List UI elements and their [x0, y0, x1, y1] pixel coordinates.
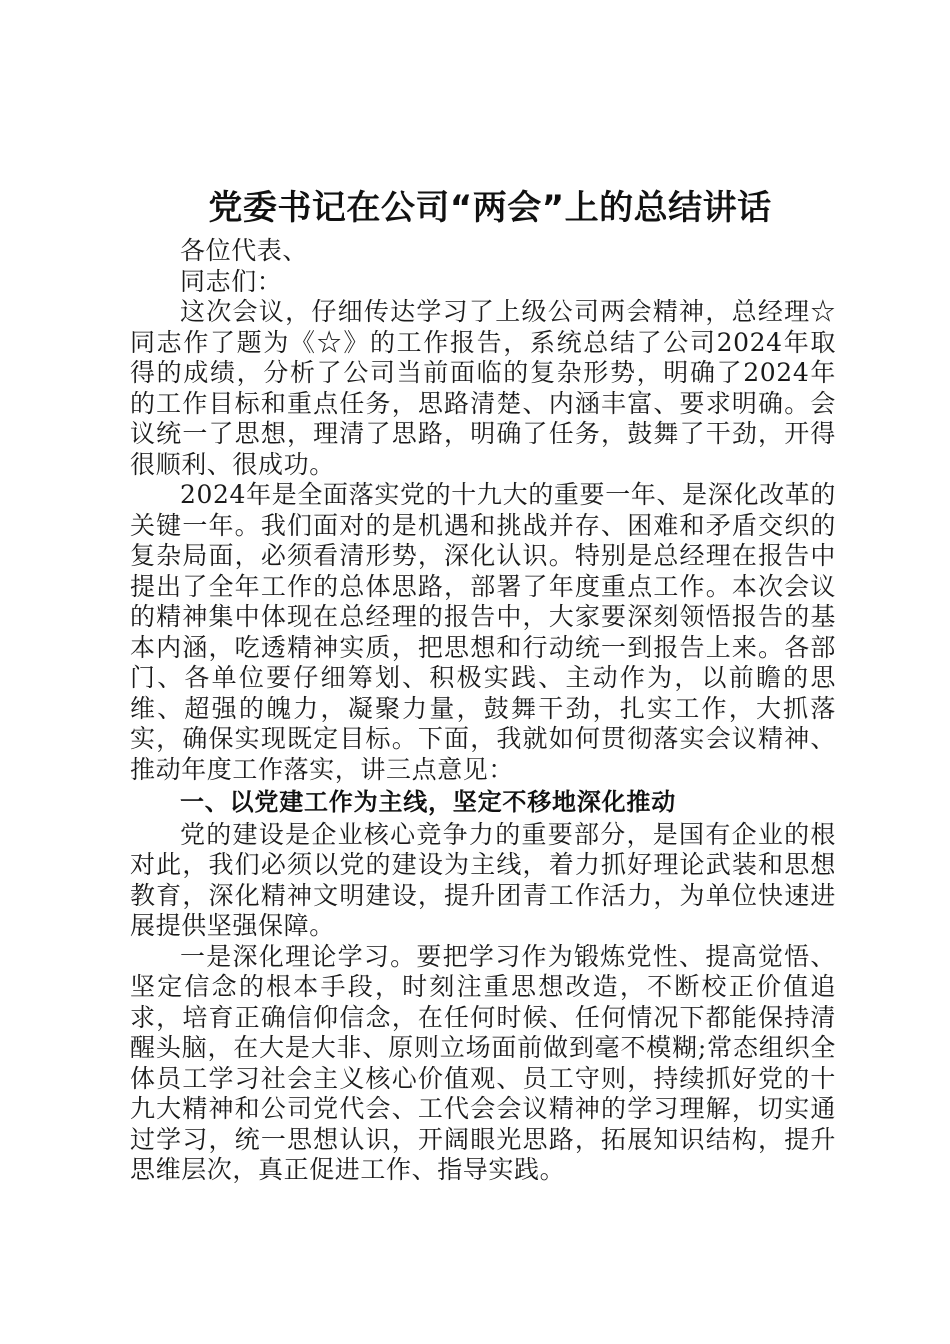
body-paragraph: 一是深化理论学习。要把学习作为锻炼党性、提高觉悟、坚定信念的根本手段，时刻注重思想改造，不断校正价值追求，培育正确信仰信念，在任何时候、任何情况下都能保持清醒头脑，在大是大非、原则立场面前做到毫不模糊;常态组织全体员工学习社会主义核心价值观、员工守则，持续抓好党的十九大精神和公司党代会、工代会会议精神的学习理解，切实通过学习，统一思想认识，开阔眼光思路，拓展知识结构，提升思维层次，真正促进工作、指导实践。 [130, 941, 836, 1184]
salutation-line: 各位代表、 [180, 236, 309, 265]
body-paragraph: 党的建设是企业核心竞争力的重要部分，是国有企业的根对此，我们必须以党的建设为主线，着力抓好理论武装和思想教育，深化精神文明建设，提升团青工作活力，为单位快速进展提供坚强保障。 [130, 819, 836, 940]
section-heading: 一、以党建工作为主线，坚定不移地深化推动 [180, 788, 676, 816]
body-paragraph: 2024年是全面落实党的十九大的重要一年、是深化改革的关键一年。我们面对的是机遇和挑战并存、困难和矛盾交织的复杂局面，必须看清形势，深化认识。特别是总经理在报告中提出了全年工作的总体思路，部署了年度重点工作。本次会议的精神集中体现在总经理的报告中，大家要深刻领悟报告的基本内涵，吃透精神实质，把思想和行动统一到报告上来。各部门、各单位要仔细筹划、积极实践、主动作为，以前瞻的思维、超强的魄力，凝聚力量，鼓舞干劲，扎实工作，大抓落实，确保实现既定目标。下面，我就如何贯彻落实会议精神、推动年度工作落实，讲三点意见： [130, 480, 836, 784]
salutation-line: 同志们： [180, 266, 283, 296]
document-body [130, 186, 836, 1186]
document-title: 党委书记在公司“两会”上的总结讲话 [208, 188, 772, 228]
body-paragraph: 这次会议，仔细传达学习了上级公司两会精神，总经理☆同志作了题为《☆》的工作报告，系统总结了公司2024年取得的成绩，分析了公司当前面临的复杂形势，明确了2024年的工作目标和重点任务，思路清楚、内涵丰富、要求明确。会议统一了思想，理清了思路，明确了任务，鼓舞了干劲，开得很顺利、很成功。 [130, 297, 836, 479]
